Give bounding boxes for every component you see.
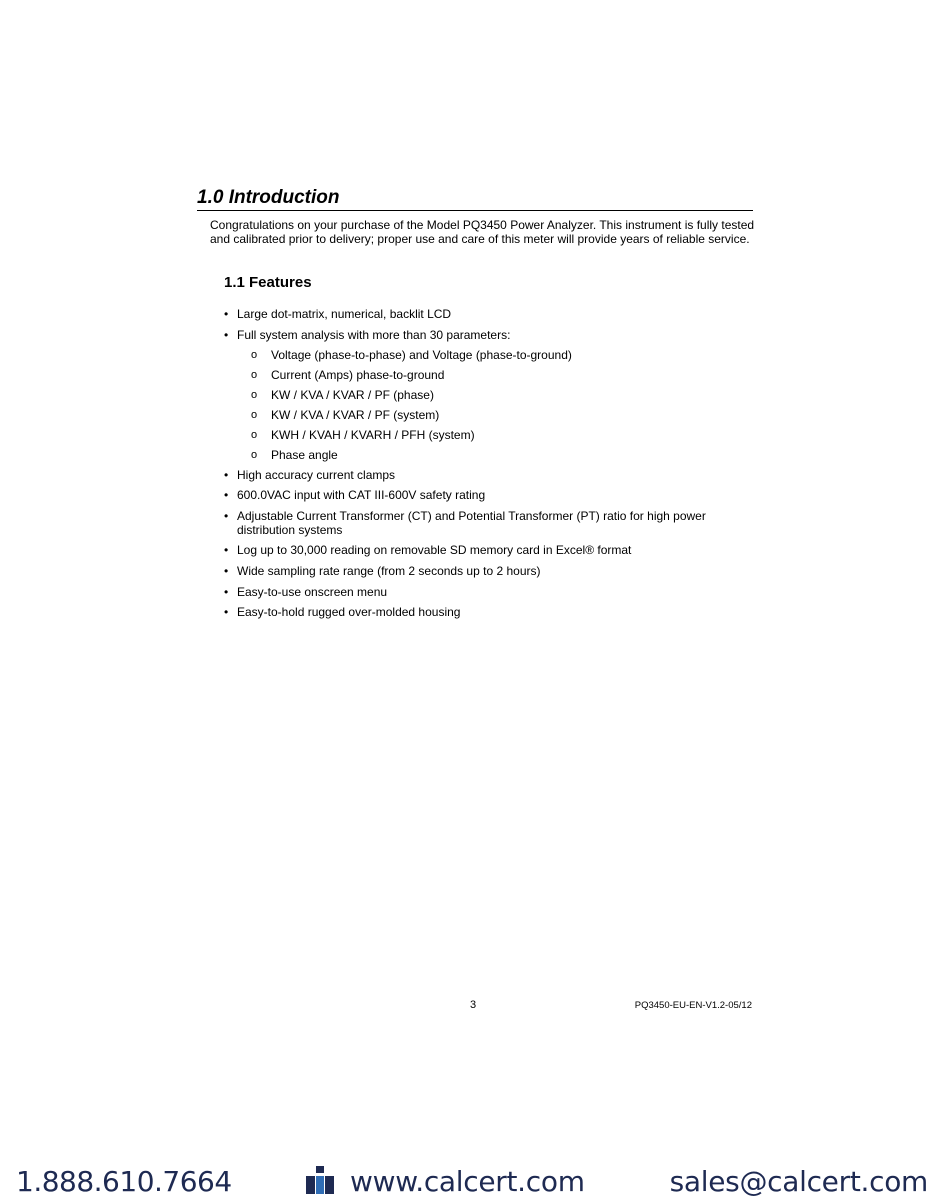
circle-bullet-icon: o: [251, 348, 258, 361]
calcert-logo-icon: [304, 1164, 336, 1196]
contact-phone[interactable]: 1.888.610.7664: [16, 1165, 232, 1198]
features-title: 1.1 Features: [224, 274, 312, 291]
feature-item: [224, 605, 754, 619]
contact-bar: [0, 1160, 950, 1200]
feature-text: Large dot-matrix, numerical, backlit LCD: [237, 307, 452, 321]
section-title: 1.0 Introduction: [197, 186, 753, 211]
bullet-icon: •: [224, 508, 229, 523]
feature-item: [224, 307, 754, 321]
parameter-sub-list: [237, 348, 754, 462]
bullet-icon: •: [224, 563, 229, 578]
feature-item: [224, 564, 754, 578]
sub-feature-item: [237, 408, 754, 422]
sub-feature-text: KW / KVA / KVAR / PF (phase): [271, 387, 434, 402]
circle-bullet-icon: o: [251, 428, 258, 441]
feature-item: [224, 543, 754, 557]
contact-email[interactable]: sales@calcert.com: [669, 1165, 928, 1198]
feature-text: 600.0VAC input with CAT III-600V safety rating: [237, 488, 486, 503]
feature-text: Easy-to-hold rugged over-molded housing: [237, 605, 461, 620]
bullet-icon: •: [224, 307, 229, 321]
contact-website[interactable]: www.calcert.com: [350, 1165, 585, 1198]
sub-feature-item: [237, 388, 754, 402]
sub-feature-text: KWH / KVAH / KVARH / PFH (system): [271, 427, 475, 442]
features-list: [224, 307, 754, 626]
sub-feature-text: Phase angle: [271, 447, 338, 462]
feature-text: Wide sampling rate range (from 2 seconds up to 2 hours): [237, 563, 541, 578]
bullet-icon: •: [224, 605, 229, 620]
feature-text: Adjustable Current Transformer (CT) and Potential Transformer (PT) ratio for high power distribution systems: [237, 508, 706, 537]
sub-feature-text: KW / KVA / KVAR / PF (system): [271, 407, 440, 422]
intro-paragraph: Congratulations on your purchase of the Model PQ3450 Power Analyzer. This instrument is fully tested and calibrated prior to delivery; proper use and care of this meter will provide years of reliable service.: [210, 218, 755, 246]
sub-feature-text: Current (Amps) phase-to-ground: [271, 367, 445, 382]
bullet-icon: •: [224, 584, 229, 599]
circle-bullet-icon: o: [251, 408, 258, 421]
circle-bullet-icon: o: [251, 388, 258, 401]
calcert-logo-svg: [304, 1164, 336, 1196]
feature-item: [224, 328, 754, 462]
feature-item: [224, 509, 754, 537]
feature-text: Log up to 30,000 reading on removable SD memory card in Excel® format: [237, 543, 632, 558]
document-code: PQ3450-EU-EN-V1.2-05/12: [634, 1000, 752, 1011]
page-number: 3: [470, 999, 477, 1011]
bullet-icon: •: [224, 327, 229, 342]
sub-feature-item: [237, 348, 754, 362]
feature-item: [224, 488, 754, 502]
sub-feature-item: [237, 368, 754, 382]
feature-text: Full system analysis with more than 30 parameters:: [237, 327, 511, 342]
feature-item: [224, 585, 754, 599]
bullet-icon: •: [224, 543, 229, 558]
feature-text: Easy-to-use onscreen menu: [237, 584, 388, 599]
feature-text: High accuracy current clamps: [237, 467, 396, 482]
sub-feature-item: [237, 428, 754, 442]
bullet-icon: •: [224, 488, 229, 503]
bullet-icon: •: [224, 467, 229, 482]
sub-feature-item: [237, 448, 754, 462]
circle-bullet-icon: o: [251, 448, 258, 461]
circle-bullet-icon: o: [251, 368, 258, 381]
feature-item: [224, 468, 754, 482]
sub-feature-text: Voltage (phase-to-phase) and Voltage (phase-to-ground): [271, 347, 572, 362]
